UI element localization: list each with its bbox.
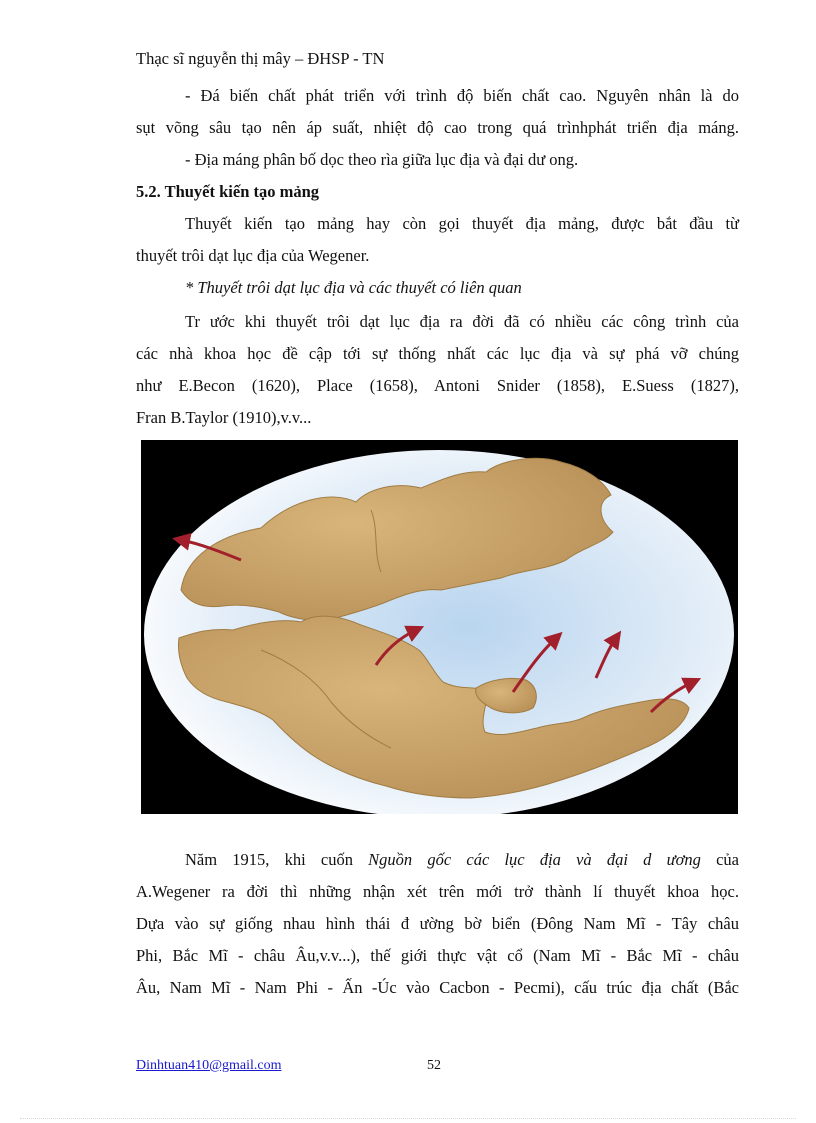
page-header-author: Thạc sĩ nguyễn thị mây – ĐHSP - TN bbox=[136, 49, 385, 68]
paragraph-line: - Địa máng phân bố dọc theo rìa giữa lục địa và đại dư ong. bbox=[185, 150, 579, 169]
paragraph-text: Năm 1915, khi cuốn bbox=[185, 850, 353, 869]
paragraph-line: Phi, Bắc Mĩ - châu Âu,v.v...), thế giới thực vật cổ (Nam Mĩ - Bắc Mĩ - châu bbox=[136, 946, 739, 965]
footer-page-number: 52 bbox=[427, 1058, 441, 1073]
page-bottom-rule bbox=[20, 1118, 796, 1119]
paragraph-text: của bbox=[716, 850, 740, 869]
paragraph-line: Dựa vào sự giống nhau hình thái đ ường bờ biển (Đông Nam Mĩ - Tây châu bbox=[136, 914, 739, 933]
paragraph-line: thuyết trôi dạt lục địa của Wegener. bbox=[136, 246, 370, 265]
paragraph-line: các nhà khoa học đề cập tới sự thống nhất các lục địa và sự phá vỡ chúng bbox=[136, 344, 739, 363]
subheading: * Thuyết trôi dạt lục địa và các thuyết có liên quan bbox=[185, 278, 522, 297]
paragraph-line: Thuyết kiến tạo mảng hay còn gọi thuyết địa mảng, được bắt đầu từ bbox=[185, 214, 739, 233]
pangaea-map-illustration bbox=[141, 440, 738, 814]
footer-email-link[interactable]: Dinhtuan410@gmail.com bbox=[136, 1058, 282, 1073]
paragraph-line: - Đá biến chất phát triển với trình độ biến chất cao. Nguyên nhân là do bbox=[185, 86, 739, 105]
paragraph-line: Fran B.Taylor (1910),v.v... bbox=[136, 408, 312, 427]
paragraph-line bbox=[185, 850, 739, 870]
section-heading: 5.2. Thuyết kiến tạo mảng bbox=[136, 182, 320, 201]
paragraph-line: A.Wegener ra đời thì những nhận xét trên mới trở thành lí thuyết khoa học. bbox=[136, 882, 739, 901]
paragraph-line: sụt võng sâu tạo nên áp suất, nhiệt độ cao trong quá trìnhphát triển địa máng. bbox=[136, 118, 739, 137]
paragraph-line: như E.Becon (1620), Place (1658), Antoni Snider (1858), E.Suess (1827), bbox=[136, 376, 739, 395]
pangaea-map-figure bbox=[141, 440, 738, 814]
book-title: Nguồn gốc các lục địa và đại d ương bbox=[368, 850, 701, 869]
paragraph-line: Âu, Nam Mĩ - Nam Phi - Ấn -Úc vào Cacbon - Pecmi), cấu trúc địa chất (Bắc bbox=[136, 978, 739, 997]
paragraph-line: Tr ước khi thuyết trôi dạt lục địa ra đời đã có nhiều các công trình của bbox=[185, 312, 739, 331]
